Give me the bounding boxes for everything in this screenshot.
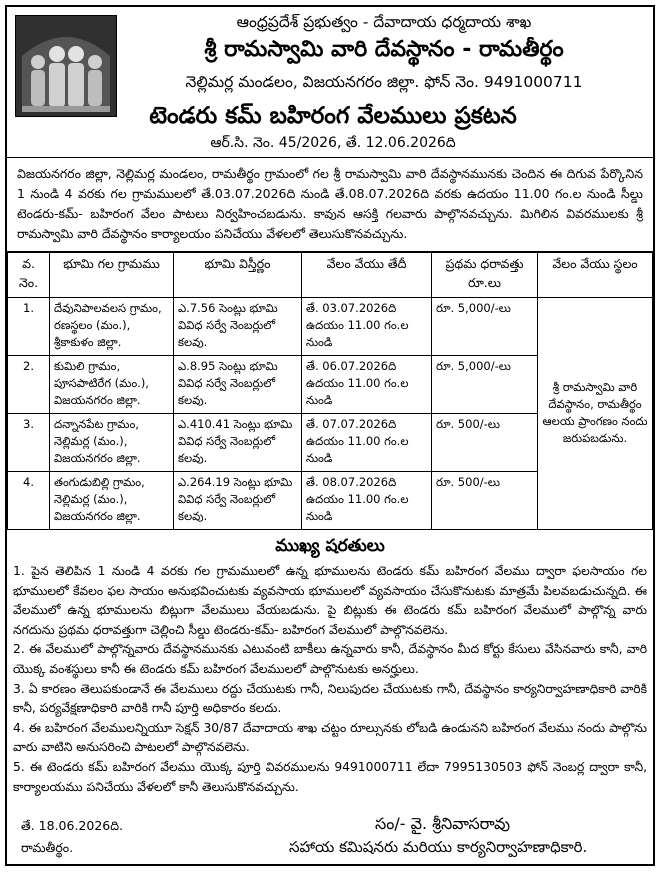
row-serial: 4. (8, 472, 50, 530)
footer-place: రామతీర్థం. (21, 840, 74, 855)
temple-name: శ్రీ రామస్వామి వారి దేవస్థానం - రామతీర్థం (204, 37, 564, 62)
term-item: 5. ఈ టెండరు కమ్ బహిరంగ వేలము యొక్క పూర్తి వివరములను 9491000711 లేదా 7995130503 ఫోన్ నెంబర్ల ద్వారా కానీ, కార్యాలయము పనిచేయు వేళలలో కానీ తెలుసుకొనవచ్చును. (13, 759, 647, 794)
term-item: 4. ఈ బహిరంగ వేలములన్నియూ సెక్షన్ 30/87 దేవాదాయ శాఖ చట్టం రూల్సునకు లోబడి ఉండునని బహిరంగ వేలము నందు పాల్గొను వారు వాటిని అనుసరించి పాటలలో పాల్గొనవలెను. (13, 720, 647, 755)
row-extent: ఎ.264.19 సెంట్లు భూమి వివిధ సర్వే నెంబర్లులో కలవు. (174, 472, 302, 530)
footer-date: తే. 18.06.2026ది. (21, 818, 124, 833)
reference-line: ఆర్.సి. నెం. 45/2026, తే. 12.06.2026ది (210, 135, 456, 151)
notice-footer (7, 812, 653, 864)
header-deposit: ప్రథమ ధరావత్తు రూ.లు (432, 253, 538, 298)
header-venue: వేలం వేయు స్థలం (538, 253, 653, 298)
row-serial: 2. (8, 356, 50, 414)
terms-list (7, 562, 653, 797)
row-serial: 3. (8, 414, 50, 472)
auction-table (7, 252, 653, 530)
table-row (8, 298, 653, 356)
header-extent: భూమి విస్తీర్ణం (174, 253, 302, 298)
designation-line: సహాయ కమిషనరు మరియు కార్యనిర్వాహణాధికారి. (289, 838, 588, 856)
row-village: కుమిలి గ్రామం, పూసపాటిరేగ (మం.), విజయనగరం జిల్లా. (50, 356, 174, 414)
notice-title: టెండరు కమ్ బహిరంగ వేలములు ప్రకటన (149, 103, 517, 129)
header-date: వేలం వేయు తేదీ (302, 253, 432, 298)
term-item: 3. ఏ కారణం తెలుపకుండానే ఈ వేలములు రద్దు చేయుటకు గానీ, నిలుపుదల చేయుటకు గానీ, దేవస్థానం కార్యనిర్వాహణాధికారి వారికి కానీ, పర్యవేక్షణాధికారి వారికి గానీ పూర్తి అధికారం కలదు. (13, 681, 647, 716)
row-serial: 1. (8, 298, 50, 356)
row-village: తంగుడుబిల్లి గ్రామం, నెల్లిమర్ల (మం.), విజయనగరం జిల్లా. (50, 472, 174, 530)
row-deposit: రూ. 5,000/-లు (432, 298, 538, 356)
row-extent: ఎ.7.56 సెంట్లు భూమి వివిధ సర్వే నెంబర్లులో కలవు. (174, 298, 302, 356)
address-line: నెల్లిమర్ల మండలం, విజయనగరం జిల్లా. ఫోన్ నెం. 9491000711 (185, 73, 583, 91)
term-item: 1. పైన తెలిపిన 1 నుండి 4 వరకు గల గ్రామములలో ఉన్న భూములను టెండరు కమ్ బహిరంగ వేలము ద్వారా ఫలసాయం గల భూములలో కేవలం ఫల సాయం అనుభవించుటకు వ్యవసాయ భూములలో వ్యవసాయం చేసుకొనుటకు మాత్రమే పిలవబడుచున్నది. ఈ వేలములో ఉన్న భూములను బిట్లుగా వేలములు వేయబడును. పై బిట్లుకు ఈ టెండరు కమ్ బహిరంగ వేలములో పాల్గొన్న వారు నగదును ప్రథమ ధరావత్తుగా చెల్లించి సీల్డు టెండరు-కమ్- బహిరంగ వేలములో పాల్గొనవలెను. (13, 564, 647, 637)
row-village: దన్నానపేట గ్రామం, నెల్లిమర్ల (మం.), విజయనగరం జిల్లా. (50, 414, 174, 472)
notice-page (5, 5, 655, 866)
intro-paragraph: విజయనగరం జిల్లా, నెల్లిమర్ల మండలం, రామతీర్థం గ్రామంలో గల శ్రీ రామస్వామి వారి దేవస్థానమునకు చెందిన ఈ దిగువ పేర్కొనిన 1 నుండి 4 వరకు గల గ్రామములలో తే.03.07.2026ది నుండి తే.08.07.2026ది వరకు ఉదయం 11.00 గం.ల నుండి సీల్డు టెండరు-కమ్- బహిరంగ వేలం పాటలు నిర్వహించబడును. కావున ఆసక్తి గలవారు పాల్గొనవచ్చును. మిగిలిన వివరములకు శ్రీ రామస్వామి వారి దేవస్థానం కార్యాలయం పనిచేయు వేళలలో తెలుసుకొనవచ్చును. (7, 158, 653, 252)
row-date: తే. 06.07.2026ది ఉదయం 11.00 గం.ల నుండి (302, 356, 432, 414)
row-deposit: రూ. 500/-లు (432, 472, 538, 530)
notice-header (7, 7, 653, 158)
header-village: భూమి గల గ్రామము (50, 253, 174, 298)
terms-title: ముఖ్య షరతులు (275, 536, 385, 556)
signature-line: సం/- వై. శ్రీనివాసరావు (375, 814, 511, 833)
row-village: దేవునిపాలవలస గ్రామం, రణస్థలం (మం.), శ్రీకాకుళం జిల్లా. (50, 298, 174, 356)
row-date: తే. 08.07.2026ది ఉదయం 11.00 గం.ల నుండి (302, 472, 432, 530)
row-deposit: రూ. 500/-లు (432, 414, 538, 472)
row-extent: ఎ.410.41 సెంట్లు భూమి వివిధ సర్వే నెంబర్లులో కలవు. (174, 414, 302, 472)
row-extent: ఎ.8.95 సెంట్లు భూమి వివిధ సర్వే నెంబర్లులో కలవు. (174, 356, 302, 414)
header-serial: వ. నెం. (8, 253, 50, 298)
row-date: తే. 07.07.2026ది ఉదయం 11.00 గం.ల నుండి (302, 414, 432, 472)
deity-image (15, 15, 117, 117)
row-deposit: రూ. 5,000/-లు (432, 356, 538, 414)
row-date: తే. 03.07.2026ది ఉదయం 11.00 గం.ల నుండి (302, 298, 432, 356)
department-line: ఆంధ్రప్రదేశ్ ప్రభుత్వం - దేవాదాయ ధర్మదాయ శాఖ (236, 13, 532, 31)
table-header-row (8, 253, 653, 298)
term-item: 2. ఈ వేలములో పాల్గొన్నవారు దేవస్థానమునకు ఎటువంటి బాకీలు ఉన్నవారు కానీ, దేవస్థానం మీద కోర్టు కేసులు వేసినవారు కానీ, వారి యొక్క వంశస్థులు కానీ ఈ టెండరు కమ్ బహిరంగ వేలములలో పాల్గొనుటకు అనర్హులు. (13, 642, 647, 676)
venue-cell: శ్రీ రామస్వామి వారి దేవస్థానం, రామతీర్థం ఆలయ ప్రాంగణం నందు జరుపబడును. (538, 298, 653, 530)
